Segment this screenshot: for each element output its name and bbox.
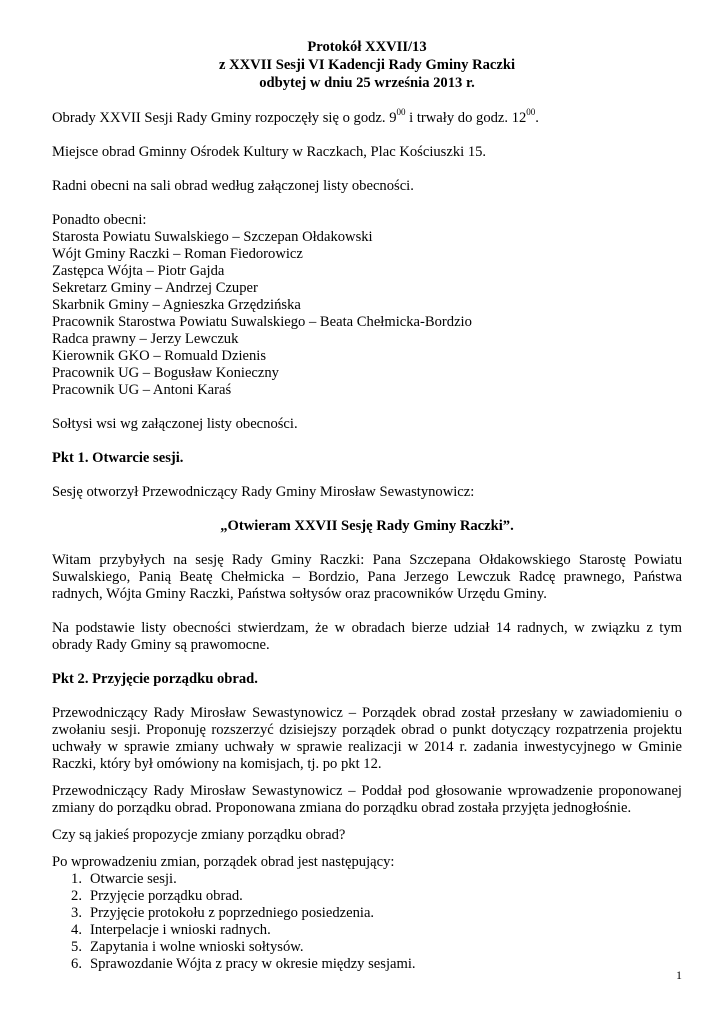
document-page xyxy=(52,38,682,973)
agenda-item-number: 4. xyxy=(71,922,82,938)
document-title xyxy=(52,38,682,92)
attendee-item: Skarbnik Gminy – Agnieszka Grzędzińska xyxy=(52,297,301,313)
agenda-item xyxy=(52,871,682,888)
attendee-item: Radca prawny – Jerzy Lewczuk xyxy=(52,331,239,347)
pkt2-paragraph-3: Czy są jakieś propozycje zmiany porządku obrad? xyxy=(52,827,346,843)
pkt1-paragraph-1: Sesję otworzył Przewodniczący Rady Gminy Mirosław Sewastynowicz: xyxy=(52,484,475,500)
soltysi-paragraph: Sołtysi wsi wg załączonej listy obecności. xyxy=(52,416,298,432)
agenda-item-text: Przyjęcie porządku obrad. xyxy=(90,888,243,904)
agenda-item xyxy=(52,956,682,973)
attendee-item: Zastępca Wójta – Piotr Gajda xyxy=(52,263,225,279)
agenda-item-text: Zapytania i wolne wnioski sołtysów. xyxy=(90,939,304,955)
attendee-item: Starosta Powiatu Suwalskiego – Szczepan Ołdakowski xyxy=(52,229,373,245)
attendee-item: Sekretarz Gminy – Andrzej Czuper xyxy=(52,280,258,296)
attendee-item: Pracownik Starostwa Powiatu Suwalskiego – Beata Chełmicka-Bordzio xyxy=(52,314,472,330)
opening-time-paragraph xyxy=(52,107,682,127)
opening-text-end: . xyxy=(535,110,539,126)
attendee-item: Kierownik GKO – Romuald Dzienis xyxy=(52,348,267,364)
pkt1-paragraph-3: Na podstawie listy obecności stwierdzam, że w obradach bierze udział 14 radnych, w związku z tym obrady Rady Gminy są prawomocne. xyxy=(52,620,682,653)
pkt1-paragraph-2: Witam przybyłych na sesję Rady Gminy Raczki: Pana Szczepana Ołdakowskiego Starostę Powiatu Suwalskiego, Panią Beatę Chełmicka – Bordzio, Pana Jerzego Lewczuk Radcę prawnego, Państwa radnych, Wójta Gminy Raczki, Państwa sołtysów oraz pracowników Urzędu Gminy. xyxy=(52,552,682,602)
agenda-item-text: Otwarcie sesji. xyxy=(90,871,177,887)
title-line-3: odbytej w dniu 25 września 2013 r. xyxy=(259,75,475,91)
pkt2-heading: Pkt 2. Przyjęcie porządku obrad. xyxy=(52,671,258,687)
pkt2-paragraph-4: Po wprowadzeniu zmian, porządek obrad jest następujący: xyxy=(52,854,395,870)
agenda-list xyxy=(52,871,682,973)
page-number: 1 xyxy=(676,968,682,982)
opening-text: Obrady XXVII Sesji Rady Gminy rozpoczęły się o godz. 9 xyxy=(52,110,397,126)
agenda-item-text: Interpelacje i wnioski radnych. xyxy=(90,922,271,938)
pkt2-paragraph-2: Przewodniczący Rady Mirosław Sewastynowicz – Poddał pod głosowanie wprowadzenie proponowanej zmiany do porządku obrad. Proponowana zmiana do porządku obrad została przyjęta jednogłośnie. xyxy=(52,783,682,816)
agenda-item-text: Przyjęcie protokołu z poprzedniego posiedzenia. xyxy=(90,905,375,921)
pkt1-quote: „Otwieram XXVII Sesję Rady Gminy Raczki”. xyxy=(220,518,514,534)
attendee-item: Pracownik UG – Antoni Karaś xyxy=(52,382,232,398)
attendee-item: Wójt Gminy Raczki – Roman Fiedorowicz xyxy=(52,246,303,262)
attendee-item: Pracownik UG – Bogusław Konieczny xyxy=(52,365,279,381)
place-paragraph: Miejsce obrad Gminny Ośrodek Kultury w Raczkach, Plac Kościuszki 15. xyxy=(52,144,487,160)
pkt1-heading: Pkt 1. Otwarcie sesji. xyxy=(52,450,184,466)
agenda-item xyxy=(52,888,682,905)
agenda-item-number: 3. xyxy=(71,905,82,921)
agenda-item xyxy=(52,939,682,956)
opening-text-middle: i trwały do godz. 12 xyxy=(405,110,527,126)
councillors-paragraph: Radni obecni na sali obrad według załączonej listy obecności. xyxy=(52,178,414,194)
agenda-item-text: Sprawozdanie Wójta z pracy w okresie między sesjami. xyxy=(90,956,416,972)
attendees-intro: Ponadto obecni: xyxy=(52,212,147,228)
start-time-minutes: 00 xyxy=(396,107,406,118)
agenda-item xyxy=(52,922,682,939)
agenda-item-number: 2. xyxy=(71,888,82,904)
end-time-minutes: 00 xyxy=(526,107,536,118)
agenda-item-number: 5. xyxy=(71,939,82,955)
attendees-list xyxy=(52,212,682,399)
agenda-item-number: 1. xyxy=(71,871,82,887)
pkt2-paragraph-1: Przewodniczący Rady Mirosław Sewastynowicz – Porządek obrad został przesłany w zawiadomieniu o zwołaniu sesji. Proponuję rozszerzyć dzisiejszy porządek obrad o punkt dotyczący rozpatrzenia projektu uchwały w sprawie zmiany uchwały w sprawie realizacji w 2014 r. zadania inwestycyjnego w Gminie Raczki, który był omówiony na komisjach, tj. po pkt 12. xyxy=(52,705,682,772)
title-line-2: z XXVII Sesji VI Kadencji Rady Gminy Raczki xyxy=(218,57,516,73)
agenda-item-number: 6. xyxy=(71,956,82,972)
title-line-1: Protokół XXVII/13 xyxy=(307,39,427,55)
agenda-item xyxy=(52,905,682,922)
